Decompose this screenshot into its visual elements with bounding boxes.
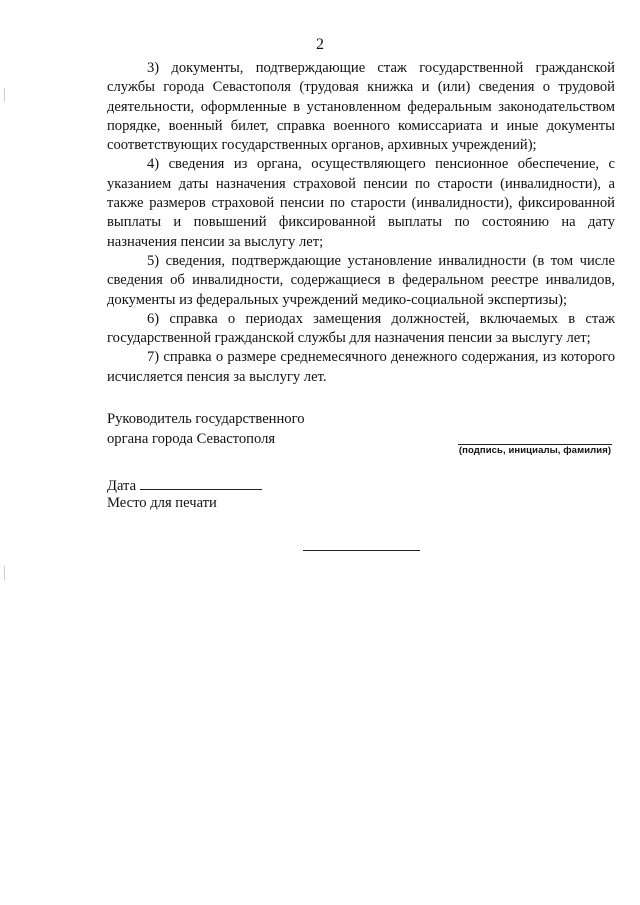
scan-edge-mark <box>4 88 5 102</box>
end-divider <box>303 550 420 551</box>
date-label: Дата <box>107 478 137 494</box>
scan-edge-mark <box>4 566 5 580</box>
signatory-block <box>107 410 305 449</box>
signature-caption: (подпись, инициалы, фамилия) <box>458 445 612 456</box>
signatory-title: Руководитель государственного <box>107 411 305 427</box>
document-body <box>107 59 615 387</box>
page-number: 2 <box>316 36 324 53</box>
signatory-organization: органа города Севастополя <box>107 430 276 447</box>
list-item: 4) сведения из органа, осуществляющего пенсионное обеспечение, с указанием даты назначения страховой пенсии по старости (инвалидности), а также размеров страховой пенсии по старости (инвалидности), фиксированной выплаты и повышений фиксированной выплаты по состоянию на дату назначения пенсии за выслугу лет; <box>107 156 615 250</box>
list-item: 7) справка о размере среднемесячного денежного содержания, из которого исчисляется пенсия за выслугу лет. <box>107 349 615 385</box>
list-item: 6) справка о периодах замещения должностей, включаемых в стаж государственной гражданской службы для назначения пенсии за выслугу лет; <box>107 310 615 347</box>
list-item: 3) документы, подтверждающие стаж государственной гражданской службы города Севастополя (трудовая книжка и (или) сведения о трудовой деятельности, оформленные в установленном федеральным законодательством порядке, военный билет, справка военного комиссариата и иные документы соответствующих государственных органов, архивных учреждений); <box>107 60 615 154</box>
seal-label: Место для печати <box>107 495 217 511</box>
date-blank-line <box>140 475 262 490</box>
list-item: 5) сведения, подтверждающие установление инвалидности (в том числе сведения об инвалидности, содержащиеся в федеральном реестре инвалидов, документы из федеральных учреждений медико-социальной экспертизы); <box>107 252 615 308</box>
